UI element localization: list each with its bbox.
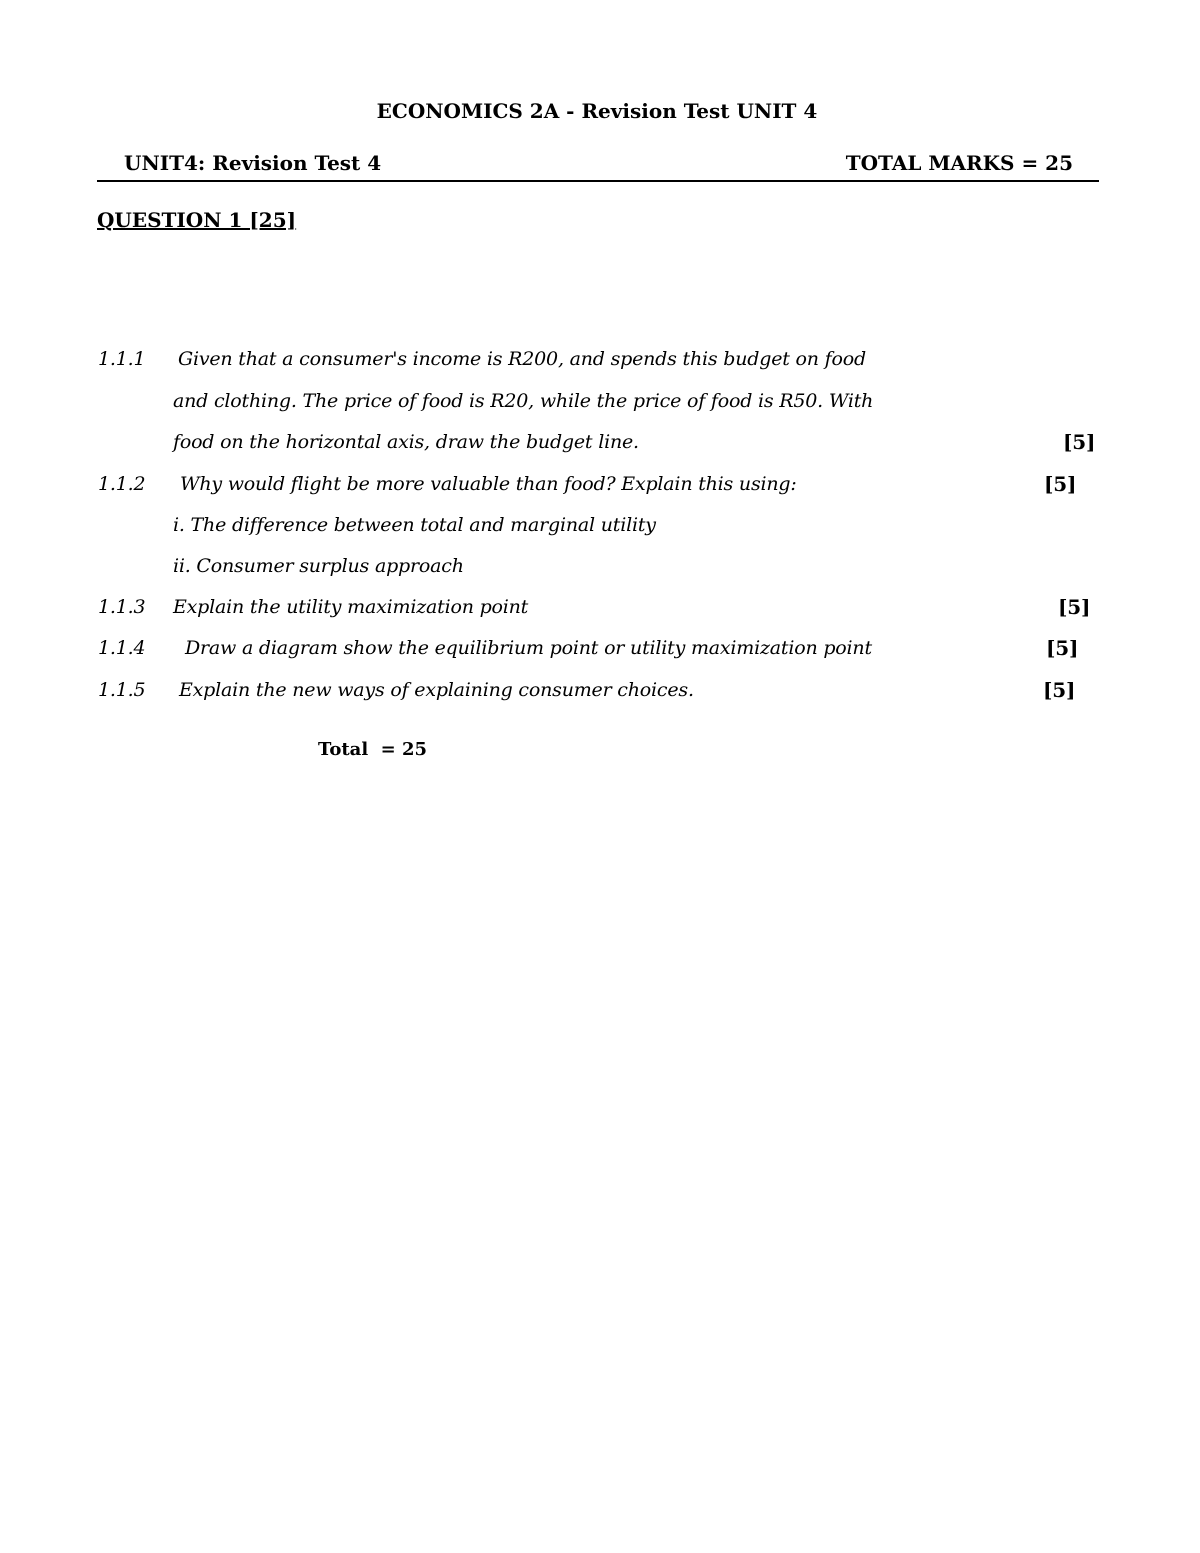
unit-header-row <box>97 150 1099 182</box>
question-text: food on the horizontal axis, draw the budget line. <box>173 431 639 453</box>
question-1-1-2-subitem <box>0 512 1200 542</box>
question-mark: [5] <box>1058 595 1091 619</box>
question-subitem: i. The difference between total and marginal utility <box>173 514 656 536</box>
question-mark: [5] <box>1044 472 1077 496</box>
question-text: Explain the new ways of explaining consumer choices. <box>179 679 694 701</box>
question-number: 1.1.2 <box>98 473 146 495</box>
question-1-1-3 <box>0 594 1200 624</box>
question-1-1-4 <box>0 635 1200 665</box>
question-text: Draw a diagram show the equilibrium point or utility maximization point <box>185 637 872 659</box>
question-number: 1.1.4 <box>98 637 146 659</box>
question-number: 1.1.5 <box>98 679 146 701</box>
question-number: 1.1.1 <box>98 348 146 370</box>
unit-label: UNIT4: Revision Test 4 <box>124 151 382 175</box>
question-1-1-1 <box>0 346 1200 376</box>
question-text: Why would flight be more valuable than food? Explain this using: <box>180 473 797 495</box>
question-1-1-2 <box>0 471 1200 501</box>
question-text: and clothing. The price of food is R20, while the price of food is R50. With <box>173 390 874 412</box>
total-marks-label: TOTAL MARKS = 25 <box>845 151 1073 175</box>
total-marks-summary: Total = 25 <box>318 739 428 760</box>
question-text: Explain the utility maximization point <box>173 596 529 618</box>
question-number: 1.1.3 <box>98 596 146 618</box>
question-mark: [5] <box>1043 678 1076 702</box>
question-1-1-2-subitem <box>0 553 1200 583</box>
document-title: ECONOMICS 2A - Revision Test UNIT 4 <box>376 99 818 123</box>
question-subitem: ii. Consumer surplus approach <box>173 555 464 577</box>
question-1-1-1-continuation <box>0 388 1200 418</box>
question-text: Given that a consumer's income is R200, and spends this budget on food <box>178 348 866 370</box>
question-1-1-1-continuation <box>0 429 1200 459</box>
question-mark: [5] <box>1046 636 1079 660</box>
question-mark: [5] <box>1063 430 1096 454</box>
question-heading: QUESTION 1 [25] <box>97 208 297 232</box>
question-1-1-5 <box>0 677 1200 707</box>
